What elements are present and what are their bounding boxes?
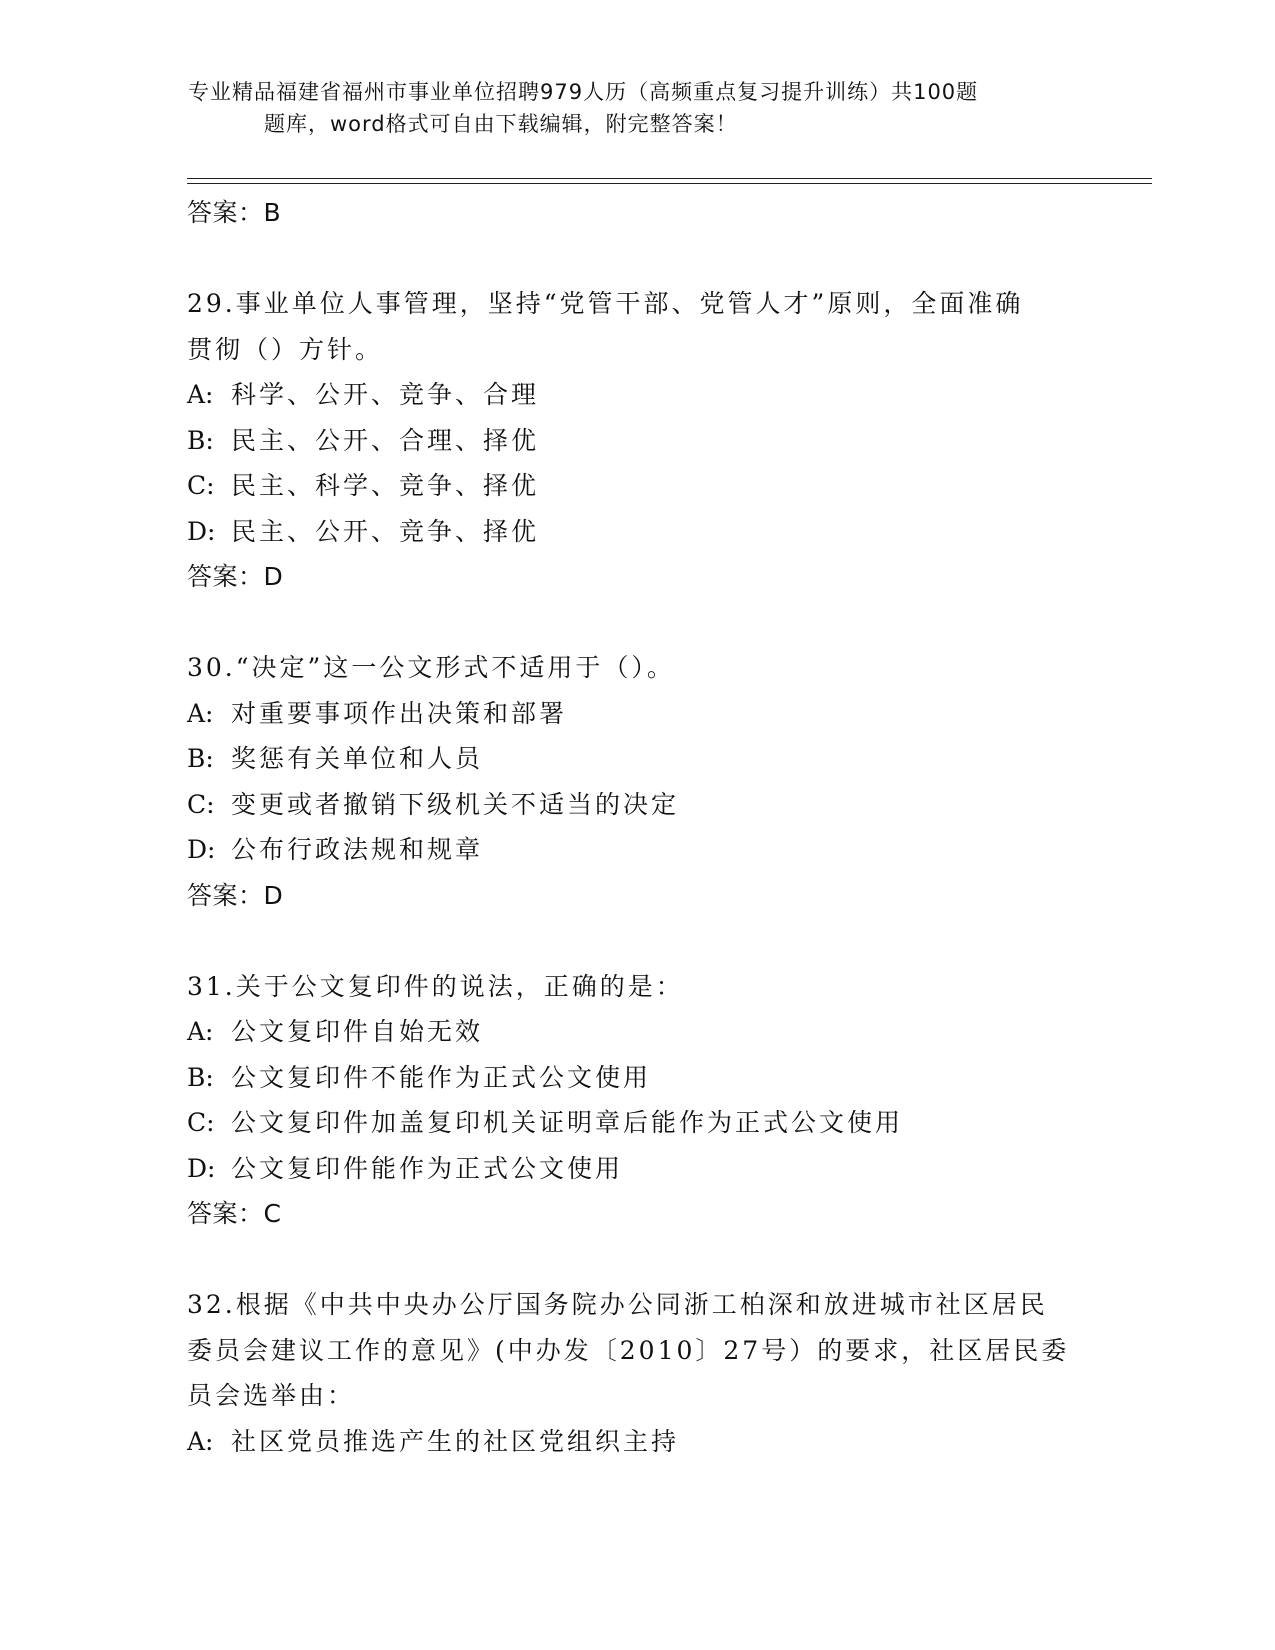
option-item	[187, 1146, 1107, 1192]
header-line-2: 题库，word格式可自由下载编辑，附完整答案！	[264, 112, 738, 136]
option-item	[187, 372, 1107, 418]
option-text: 变更或者撤销下级机关不适当的决定	[231, 789, 680, 819]
option-text: 社区党员推选产生的社区党组织主持	[231, 1426, 680, 1456]
option-label: B:	[187, 1062, 214, 1092]
option-text: 科学、公开、竞争、合理	[231, 380, 540, 409]
option-item	[187, 418, 1107, 464]
option-text: 公文复印件能作为正式公文使用	[231, 1153, 624, 1183]
option-text: 奖惩有关单位和人员	[231, 744, 484, 773]
option-label: C:	[187, 1108, 215, 1137]
option-label: B:	[187, 744, 214, 773]
option-item	[187, 691, 1107, 737]
option-label: C:	[187, 471, 215, 500]
option-item	[187, 1419, 1107, 1465]
option-label: A:	[187, 380, 214, 409]
option-text: 公文复印件不能作为正式公文使用	[231, 1062, 652, 1092]
spacer	[187, 236, 1107, 282]
option-text: 民主、公开、竞争、择优	[231, 516, 540, 546]
spacer	[187, 918, 1107, 964]
option-label: B:	[187, 425, 214, 455]
option-label: D:	[187, 1153, 216, 1183]
option-item	[187, 782, 1107, 828]
option-item	[187, 1009, 1107, 1055]
question-content	[187, 190, 1107, 1464]
option-item	[187, 1100, 1107, 1146]
option-item	[187, 509, 1107, 555]
question-text: 31.关于公文复印件的说法，正确的是：	[187, 971, 684, 1001]
option-label: A:	[187, 1017, 214, 1046]
option-text: 民主、科学、竞争、择优	[231, 471, 540, 500]
option-label: D:	[187, 516, 216, 546]
option-item	[187, 1055, 1107, 1101]
answer-line: 答案：C	[187, 1199, 282, 1228]
answer-line: 答案：B	[187, 198, 282, 227]
answer-line: 答案：D	[187, 880, 284, 910]
question-block	[187, 281, 1107, 600]
option-item	[187, 827, 1107, 873]
question-text: 委员会建议工作的意见》(中办发〔2010〕27号）的要求，社区居民委	[187, 1335, 1070, 1365]
header-rule-top	[187, 178, 1152, 179]
page-header	[188, 76, 1088, 140]
answer-line: 答案：D	[187, 562, 284, 591]
question-text: 29.事业单位人事管理，坚持“党管干部、党管人才”原则，全面准确	[187, 289, 1024, 318]
question-block	[187, 645, 1107, 918]
option-text: 对重要事项作出决策和部署	[231, 698, 568, 728]
option-label: C:	[187, 789, 215, 819]
option-item	[187, 736, 1107, 782]
spacer	[187, 600, 1107, 646]
question-text: 32.根据《中共中央办公厅国务院办公同浙工柏深和放进城市社区居民	[187, 1290, 1048, 1319]
option-text: 公文复印件自始无效	[231, 1017, 484, 1046]
option-label: D:	[187, 835, 216, 864]
question-text: 员会选举由：	[187, 1381, 356, 1410]
question-block	[187, 964, 1107, 1237]
option-item	[187, 463, 1107, 509]
option-text: 公布行政法规和规章	[231, 835, 484, 864]
header-line-1: 专业精品福建省福州市事业单位招聘979人历（高频重点复习提升训练）共100题	[188, 80, 979, 104]
question-text: 贯彻（）方针。	[187, 334, 384, 364]
question-block	[187, 1282, 1107, 1464]
option-label: A:	[187, 698, 214, 728]
question-text: 30.“决定”这一公文形式不适用于（）。	[187, 653, 675, 682]
spacer	[187, 1237, 1107, 1283]
header-rule-bottom	[187, 183, 1152, 184]
option-text: 民主、公开、合理、择优	[231, 425, 540, 455]
option-label: A:	[187, 1426, 214, 1456]
option-text: 公文复印件加盖复印机关证明章后能作为正式公文使用	[231, 1108, 904, 1137]
